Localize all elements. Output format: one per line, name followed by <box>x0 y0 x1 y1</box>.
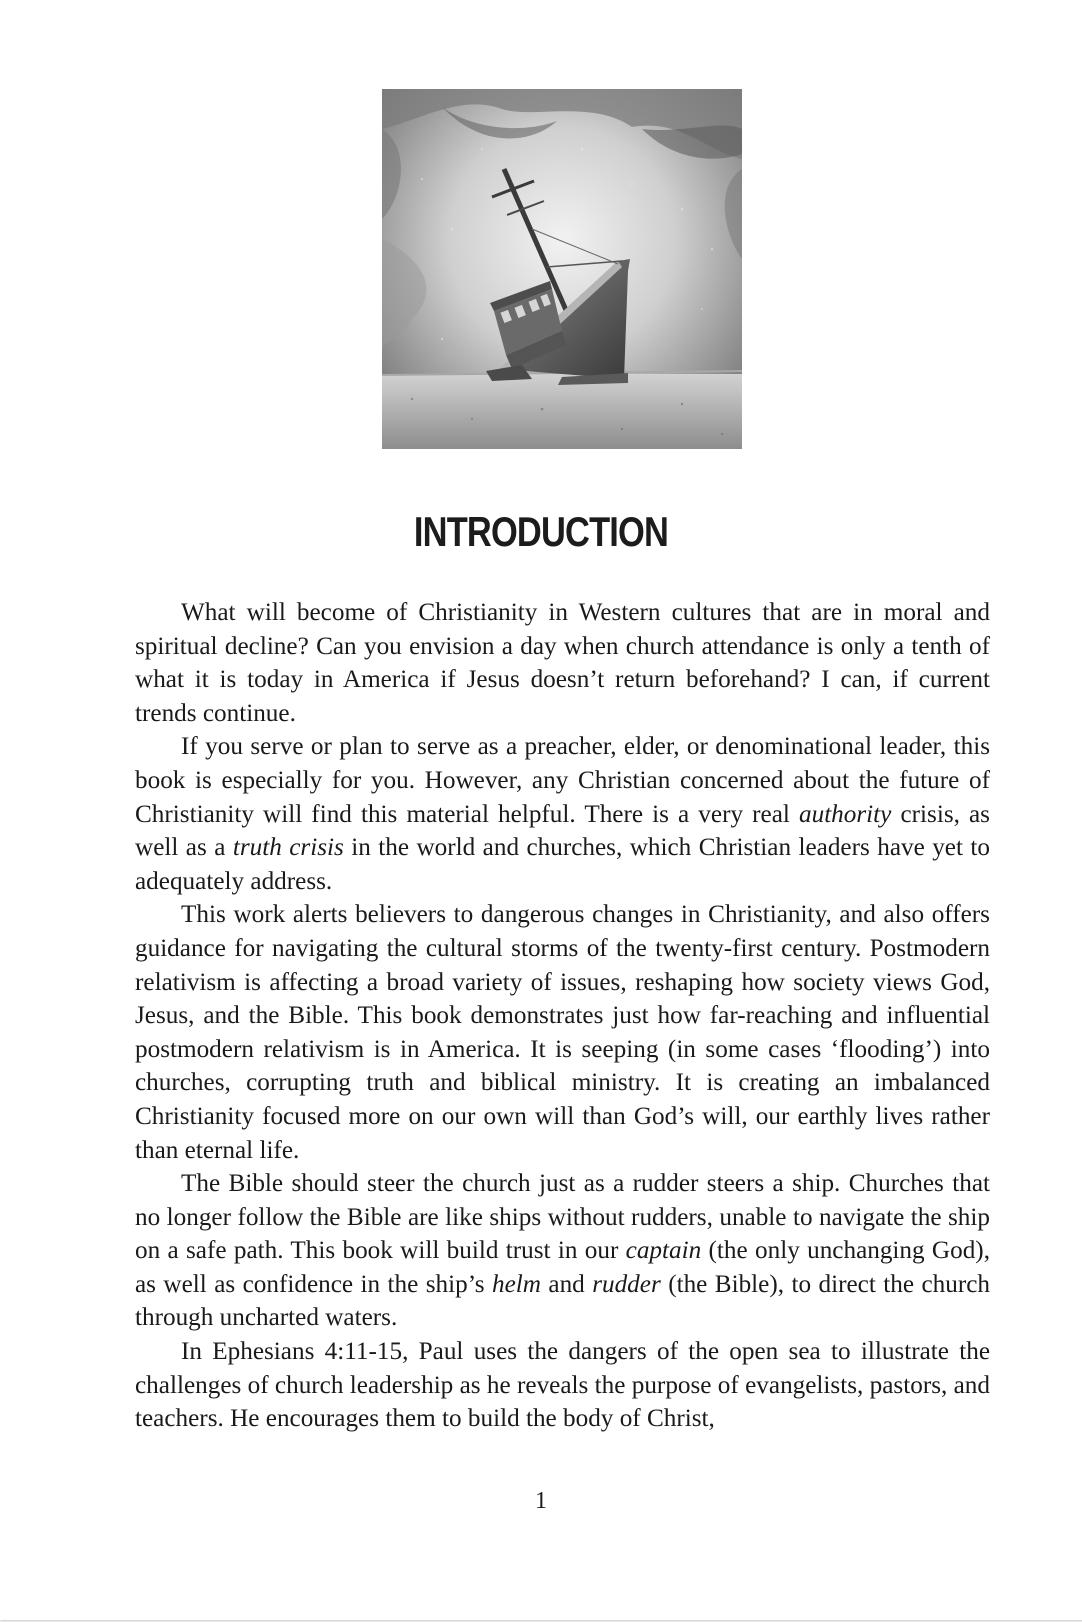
text-run: The Bible should steer the church just as a rudder steers a ship. Churches that no longer follow the Bible are like ships without rudders, unable to navigate the ship on a safe path. This book will build trust in our <box>135 1170 990 1265</box>
text-run: (the Bible), to direct the church through uncharted waters. <box>135 1270 990 1332</box>
text-run: in the world and churches, which Christian leaders have yet to adequately address. <box>135 834 990 895</box>
italic-text: rudder <box>592 1270 661 1298</box>
chapter-title: INTRODUCTION <box>413 508 669 555</box>
text-run: This work alerts believers to dangerous changes in Christianity, and also offers guidance for navigating the cultural storms of the twenty-first century. Postmodern relativism is affecting a broad variety of issues, reshaping how society views God, Jesus, and the Bible. This book demonstrates just how far-reaching and influential postmodern relativism is in America. It is seeping (in some cases ‘flooding’) into churches, corrupting truth and biblical ministry. It is creating an imbalanced Christianity focused more on our own will than God’s will, our earthly lives rather than eternal life. <box>135 901 990 1164</box>
italic-text: truth crisis <box>232 834 344 862</box>
paragraph <box>135 596 990 730</box>
page-number: 1 <box>535 1488 547 1514</box>
italic-text: authority <box>799 800 892 828</box>
text-run: (the only unchanging God), as well as confidence in the ship’s <box>135 1237 990 1298</box>
text-run: crisis, as well as a <box>135 800 990 862</box>
shipwreck-illustration <box>382 89 742 449</box>
text-run: In Ephesians 4:11-15, Paul uses the dangers of the open sea to illustrate the challenges of church leadership as he reveals the purpose of evangelists, pastors, and teachers. He encourages them to build the body of Christ, <box>135 1338 990 1433</box>
text-run: and <box>540 1270 593 1298</box>
text-run: What will become of Christianity in Western cultures that are in moral and spiritual decline? Can you envision a day when church attendance is only a tenth of what it is today in America if Jesus doesn’t return beforehand? I can, if current trends continue. <box>135 599 990 727</box>
paragraph <box>135 1167 990 1335</box>
paragraph <box>135 1335 990 1436</box>
paragraph <box>135 730 990 898</box>
italic-text: captain <box>625 1237 702 1265</box>
italic-text: helm <box>491 1270 541 1298</box>
shipwreck-image <box>382 89 742 449</box>
paragraph <box>135 898 990 1167</box>
body-text <box>135 596 990 1436</box>
text-run: If you serve or plan to serve as a preacher, elder, or denominational leader, this book is especially for you. However, any Christian concerned about the future of Christianity will find this material helpful. There is a very real <box>135 733 990 828</box>
